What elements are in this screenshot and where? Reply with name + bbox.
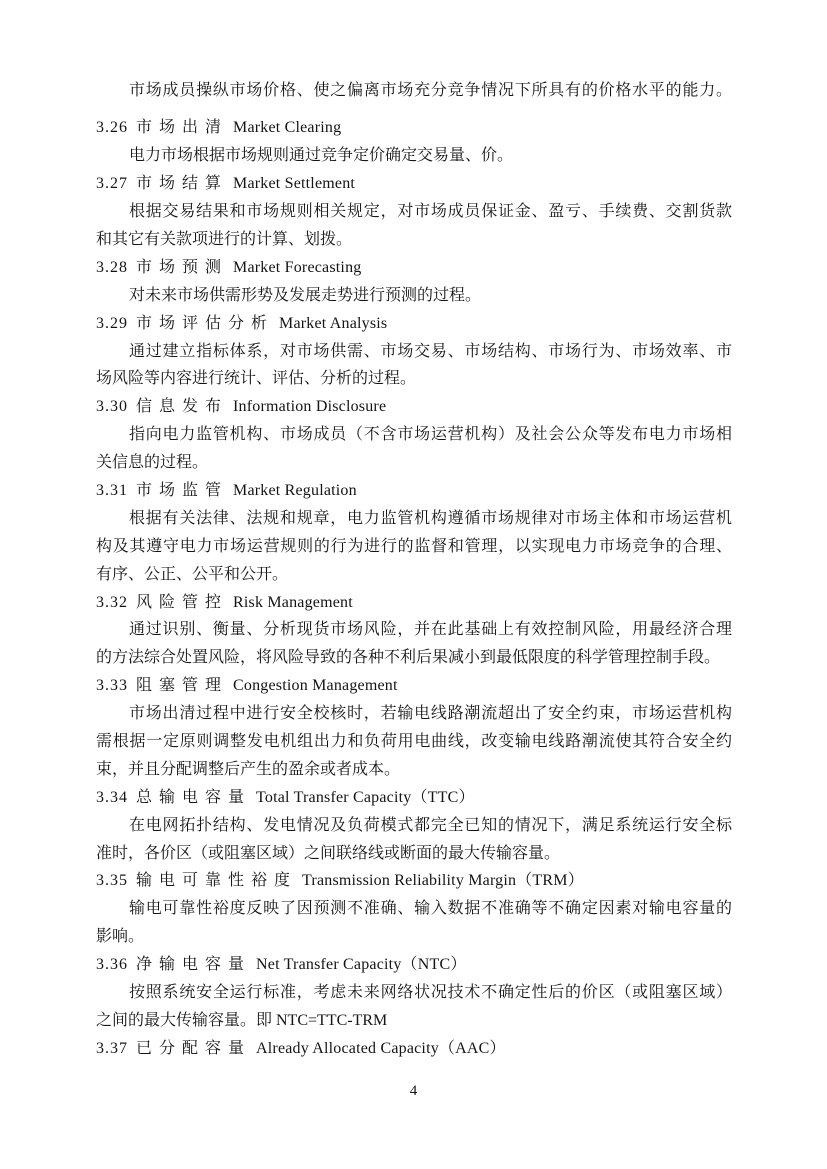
entry-term-en: Risk Management — [233, 593, 353, 611]
definition-line: 按照系统安全运行标准，考虑未来网络状况技术不确定性后的价区（或阻塞区域） — [129, 984, 732, 1001]
entry-heading — [96, 867, 732, 895]
definition-entry — [96, 477, 732, 589]
definition-line: 束，并且分配调整后产生的盈余或者成本。 — [96, 760, 401, 778]
entry-heading — [96, 784, 732, 812]
entry-number: 3.31 — [96, 481, 128, 499]
page-number: 4 — [409, 1083, 418, 1099]
definition-entry — [96, 310, 732, 394]
entry-term-en: Market Settlement — [233, 175, 356, 193]
definition-line: 根据有关法律、法规和规章，电力监管机构遵循市场规律对市场主体和市场运营机 — [129, 509, 732, 527]
entry-term-zh: 已分配容量 — [136, 1039, 252, 1057]
entry-heading — [96, 672, 732, 700]
entry-number: 3.30 — [96, 398, 128, 416]
entry-term-en: Market Regulation — [233, 481, 357, 499]
entry-term-zh: 信息发布 — [136, 398, 229, 416]
entry-term-zh: 市场评估分析 — [136, 314, 275, 332]
entry-term-zh: 输电可靠性裕度 — [136, 872, 298, 890]
entry-term-zh: 净输电容量 — [136, 956, 252, 974]
definition-line: 需根据一定原则调整发电机组出力和负荷用电曲线，改变输电线路潮流使其符合安全约 — [96, 732, 732, 750]
page-body — [96, 77, 732, 1063]
entry-term-en: Already Allocated Capacity（AAC） — [256, 1039, 506, 1057]
entry-term-en: Market Clearing — [233, 119, 342, 137]
definition-line: 输电可靠性裕度反映了因预测不准确、输入数据不准确等不确定因素对输电容量的 — [129, 900, 732, 918]
definition-entries — [96, 114, 732, 1062]
entry-term-zh: 市场出清 — [136, 119, 229, 137]
definition-entry — [96, 1035, 732, 1063]
entry-term-zh: 市场结算 — [136, 175, 229, 193]
entry-term-zh: 总输电容量 — [136, 788, 252, 806]
definition-line: 场风险等内容进行统计、评估、分析的过程。 — [96, 370, 417, 388]
definition-entry — [96, 867, 732, 951]
definition-entry — [96, 784, 732, 868]
definition-line: 的方法综合处置风险，将风险导致的各种不利后果减小到最低限度的科学管理控制手段。 — [96, 649, 721, 667]
definition-line: 影响。 — [96, 928, 145, 946]
entry-term-en: Market Forecasting — [233, 258, 362, 276]
definition-line: 构及其遵守电力市场运营规则的行为进行的监督和管理，以实现电力市场竞争的合理、 — [96, 537, 732, 555]
definition-entry — [96, 951, 732, 1035]
entry-number: 3.33 — [96, 677, 128, 695]
entry-term-en: Market Analysis — [279, 314, 388, 332]
definition-line: 在电网拓扑结构、发电情况及负荷模式都完全已知的情况下，满足系统运行安全标 — [129, 816, 732, 834]
entry-term-zh: 市场预测 — [136, 258, 229, 276]
entry-term-zh: 风险管控 — [136, 593, 229, 611]
definition-entry — [96, 170, 732, 254]
definition-entry — [96, 254, 732, 310]
definition-line: 关信息的过程。 — [96, 454, 209, 472]
definition-line: 之间的最大传输容量。即 NTC=TTC-TRM — [96, 1011, 388, 1029]
definition-line: 电力市场根据市场规则通过竞争定价确定交易量、价。 — [129, 147, 514, 165]
entry-heading — [96, 170, 732, 198]
entry-term-zh: 市场监管 — [136, 481, 229, 499]
entry-number: 3.26 — [96, 119, 128, 137]
definition-entry — [96, 114, 732, 170]
definition-line: 通过建立指标体系，对市场供需、市场交易、市场结构、市场行为、市场效率、市 — [129, 342, 732, 360]
entry-term-en: Information Disclosure — [233, 398, 387, 416]
entry-heading — [96, 951, 732, 979]
definition-line: 对未来市场供需形势及发展走势进行预测的过程。 — [129, 286, 482, 304]
definition-entry — [96, 393, 732, 477]
entry-number: 3.34 — [96, 788, 128, 806]
definition-entry — [96, 589, 732, 673]
entry-number: 3.32 — [96, 593, 128, 611]
entry-number: 3.36 — [96, 956, 128, 974]
definition-line: 市场出清过程中进行安全校核时，若输电线路潮流超出了安全约束，市场运营机构 — [129, 705, 732, 723]
entry-heading — [96, 589, 732, 617]
entry-term-en: Transmission Reliability Margin（TRM） — [302, 872, 584, 890]
entry-number: 3.37 — [96, 1039, 128, 1057]
definition-entry — [96, 672, 732, 784]
definition-line: 指向电力监管机构、市场成员（不含市场运营机构）及社会公众等发布电力市场相 — [129, 426, 732, 444]
entry-heading — [96, 310, 732, 338]
entry-term-zh: 阻塞管理 — [136, 677, 229, 695]
definition-line: 通过识别、衡量、分析现货市场风险，并在此基础上有效控制风险，用最经济合理 — [129, 621, 732, 639]
entry-number: 3.29 — [96, 314, 128, 332]
entry-heading — [96, 1035, 732, 1063]
entry-term-en: Congestion Management — [233, 677, 398, 695]
entry-heading — [96, 393, 732, 421]
continuation-paragraph: 市场成员操纵市场价格、使之偏离市场充分竞争情况下所具有的价格水平的能力。 — [129, 82, 732, 99]
entry-number: 3.28 — [96, 258, 128, 276]
definition-line: 根据交易结果和市场规则相关规定，对市场成员保证金、盈亏、手续费、交割货款 — [129, 203, 732, 221]
entry-heading — [96, 114, 732, 142]
definition-line: 有序、公正、公平和公开。 — [96, 565, 289, 583]
definition-line: 和其它有关款项进行的计算、划拨。 — [96, 230, 353, 248]
entry-number: 3.27 — [96, 175, 128, 193]
entry-term-en: Total Transfer Capacity（TTC） — [256, 788, 475, 806]
entry-heading — [96, 254, 732, 282]
entry-heading — [96, 477, 732, 505]
definition-line: 准时，各价区（或阻塞区域）之间联络线或断面的最大传输容量。 — [96, 844, 561, 862]
entry-term-en: Net Transfer Capacity（NTC） — [256, 956, 467, 974]
entry-number: 3.35 — [96, 872, 128, 890]
